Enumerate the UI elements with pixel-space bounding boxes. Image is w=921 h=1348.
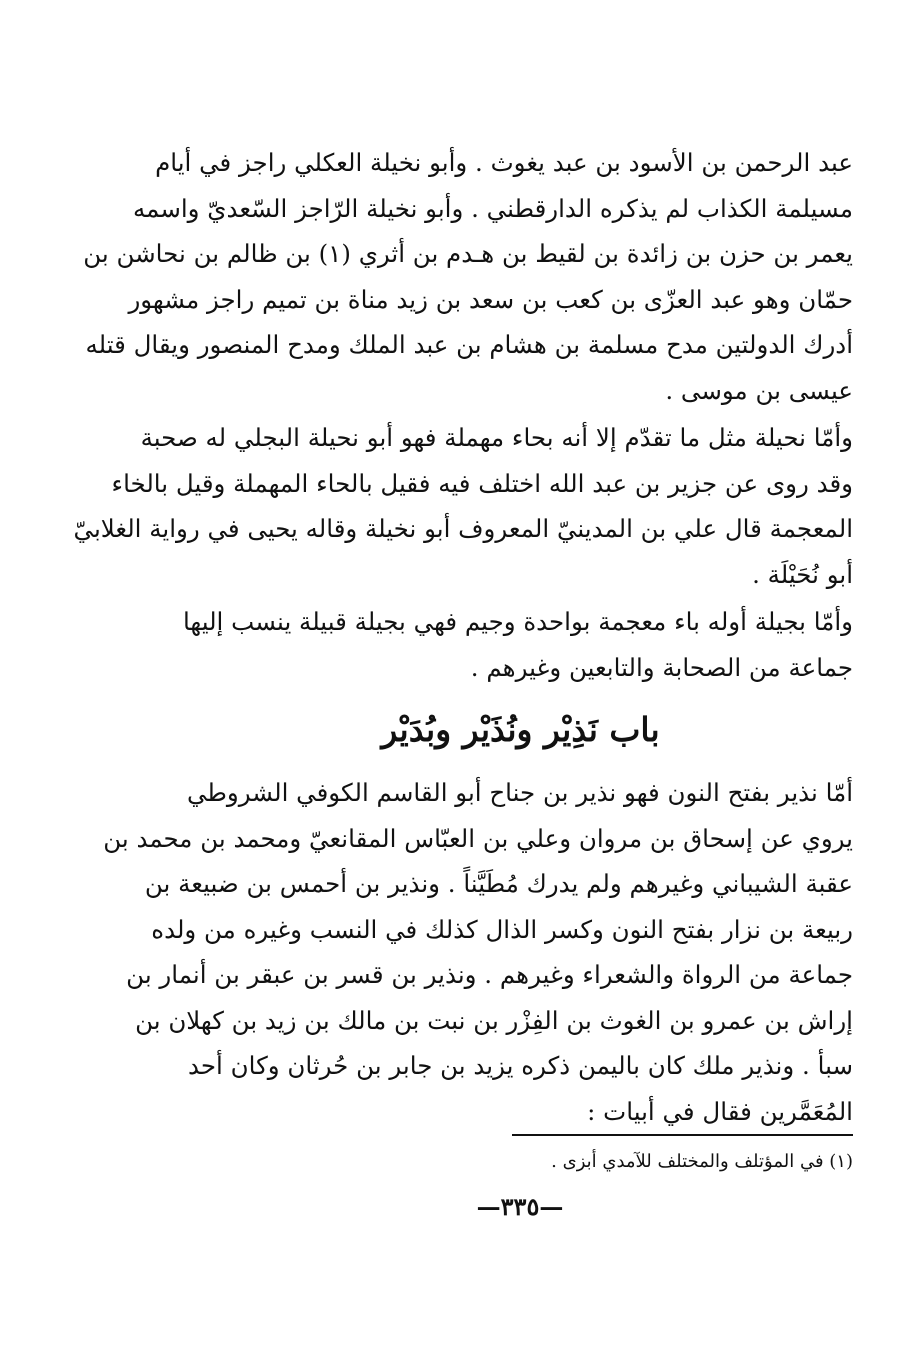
text-line: سبأ . ونذير ملك كان باليمن ذكره يزيد بن جابر بن حُرثان وكان أحد bbox=[188, 1051, 853, 1080]
text-line: عيسى بن موسى . bbox=[665, 375, 853, 405]
text-line: أمّا نذير بفتح النون فهو نذير بن جناح أبو القاسم الكوفي الشروطي bbox=[186, 778, 853, 807]
text-line: ربيعة بن نزار بفتح النون وكسر الذال كذلك في النسب وغيره من ولده bbox=[151, 914, 853, 944]
text-line: جماعة من الرواة والشعراء وغيرهم . ونذير بن قسر بن عبقر بن أنمار بن bbox=[126, 960, 853, 989]
paragraph-1 bbox=[83, 140, 853, 413]
page-body bbox=[73, 140, 853, 1134]
text-line: المُعَمَّرين فقال في أبيات : bbox=[587, 1096, 853, 1126]
paragraph-4 bbox=[103, 770, 853, 1134]
text-line: يعمر بن حزن بن زائدة بن لقيط بن هـدم بن أثري (١) بن ظالم بن نحاشن بن bbox=[83, 239, 853, 268]
text-line: مسيلمة الكذاب لم يذكره الدارقطني . وأبو نخيلة الرّاجز السّعديّ واسمه bbox=[133, 193, 853, 223]
text-line: وقد روى عن جزير بن عبد الله اختلف فيه فقيل بالحاء المهملة وقيل بالخاء bbox=[111, 468, 853, 498]
text-line: عبد الرحمن بن الأسود بن عبد يغوث . وأبو نخيلة العكلي راجز في أيام bbox=[155, 148, 853, 177]
section-heading: باب نَذِيْر ونُذَيْر وبُدَيْر bbox=[381, 710, 660, 749]
paragraph-3 bbox=[182, 599, 853, 690]
page-number: —٣٣٥— bbox=[476, 1192, 564, 1221]
text-line: أبو نُحَيْلَة . bbox=[752, 559, 853, 589]
text-line: عقبة الشيباني وغيرهم ولم يدرك مُطَيَّناً . ونذير بن أحمس بن ضبيعة بن bbox=[144, 869, 853, 898]
text-line: يروي عن إسحاق بن مروان وعلي بن العبّاس المقانعيّ ومحمد بن محمد بن bbox=[103, 823, 853, 853]
footnote-separator bbox=[512, 1134, 853, 1136]
footnote: (١) في المؤتلف والمختلف للآمدي أبزى . bbox=[551, 1151, 853, 1172]
text-line: أدرك الدولتين مدح مسلمة بن هشام بن عبد الملك ومدح المنصور ويقال قتله bbox=[85, 330, 853, 359]
text-line: جماعة من الصحابة والتابعين وغيرهم . bbox=[470, 652, 853, 682]
text-line: وأمّا نحيلة مثل ما تقدّم إلا أنه بحاء مهملة فهو أبو نحيلة البجلي له صحبة bbox=[140, 423, 853, 452]
text-line: حمّان وهو عبد العزّى بن كعب بن سعد بن زيد مناة بن تميم راجز مشهور bbox=[128, 284, 853, 314]
text-line: وأمّا بجيلة أوله باء معجمة بواحدة وجيم فهي بجيلة قبيلة ينسب إليها bbox=[182, 607, 853, 636]
paragraph-2 bbox=[73, 415, 853, 597]
text-line: المعجمة قال علي بن المدينيّ المعروف أبو نخيلة وقاله يحيى في رواية الغلابيّ bbox=[73, 514, 853, 543]
text-line: إراش بن عمرو بن الغوث بن الفِزْر بن نبت بن مالك بن زيد بن كهلان بن bbox=[135, 1005, 853, 1035]
